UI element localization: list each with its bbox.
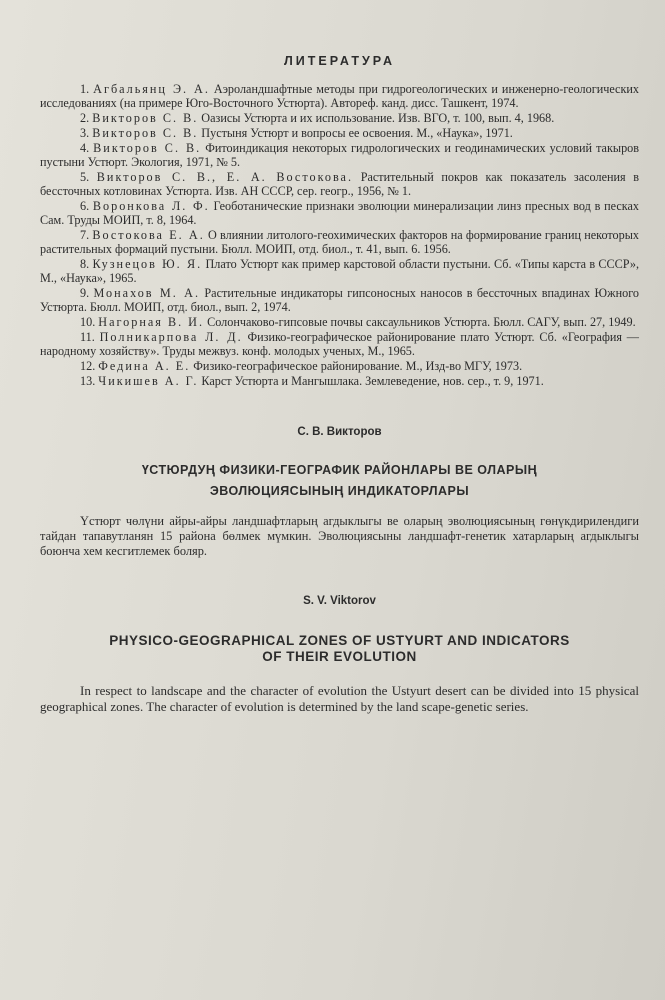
reference-item [40, 315, 639, 329]
reference-item [40, 286, 639, 314]
turkmen-summary [40, 426, 639, 559]
summary-title [40, 460, 639, 502]
reference-text: Карст Устюрта и Мангышлака. Землеведение, нов. сер., т. 9, 1971. [201, 374, 544, 388]
reference-item [40, 126, 639, 140]
reference-author: Агбальянц Э. А. [93, 82, 210, 96]
summary-title-en [40, 633, 639, 665]
summary-title-line-2: ЭВОЛЮЦИЯСЫНЫҢ ИНДИКАТОРЛАРЫ [209, 484, 470, 498]
reference-author: Викторов С. В. [93, 141, 202, 155]
literature-heading: ЛИТЕРАТУРА [283, 54, 396, 68]
reference-author: Викторов С. В. [92, 126, 199, 140]
summary-author-en: S. V. Viktorov [303, 595, 376, 607]
reference-text: Растительные индикаторы гипсоносных наносов в бессточных впадинах Южного Устюрта. Бюлл. МОИП, отд. биол., вып. 2, 1974. [40, 286, 639, 314]
summary-text-en: In respect to landscape and the character of evolution the Ustyurt desert can be divided into 15 physical geographical zones. The character of evolution is determined by the land scape-genetic series. [40, 683, 639, 714]
reference-text: Аэроландшафтные методы при гидрогеологических и инженерно-геологических исследованиях (на примере Юго-Восточного Устюрта). Автореф. канд. дисс. Ташкент, 1974. [40, 82, 640, 110]
literature-section [40, 54, 639, 388]
reference-number: 12. [80, 359, 96, 373]
reference-author: Нагорная В. И. [98, 315, 205, 329]
reference-author: Викторов С. В. [92, 111, 199, 125]
reference-list [40, 82, 639, 388]
reference-item [40, 82, 639, 110]
reference-item [40, 359, 639, 373]
reference-number: 10. [80, 315, 96, 329]
reference-text: Солончаково-гипсовые почвы саксаульников Устюрта. Бюлл. САГУ, вып. 27, 1949. [207, 315, 636, 329]
reference-number: 1. [80, 82, 90, 96]
reference-author: Кузнецов Ю. Я. [92, 257, 203, 271]
reference-number: 13. [80, 374, 96, 388]
reference-text: Пустыня Устюрт и вопросы ее освоения. М., «Наука», 1971. [201, 126, 513, 140]
reference-text: Фитоиндикация некоторых гидрологических и геодинамических условий такыров пустыни Устюрт. Экология, 1971, № 5. [40, 141, 640, 169]
reference-author: Воронкова Л. Ф. [92, 199, 210, 213]
summary-title-en-line-1: PHYSICO-GEOGRAPHICAL ZONES OF USTYURT AND INDICATORS [109, 633, 570, 648]
reference-text: Геоботанические признаки эволюции минерализации линз пресных вод в песках Сам. Труды МОИП, т. 8, 1964. [40, 199, 640, 227]
reference-number: 7. [80, 228, 90, 242]
reference-item [40, 330, 639, 358]
reference-number: 11. [80, 330, 95, 344]
reference-item [40, 374, 639, 388]
reference-author: Чикишев А. Г. [98, 374, 199, 388]
reference-number: 9. [80, 286, 90, 300]
reference-item [40, 228, 639, 256]
reference-number: 2. [80, 111, 90, 125]
reference-author: Монахов М. А. [93, 286, 201, 300]
reference-number: 8. [80, 257, 90, 271]
reference-author: Викторов С. В., Е. А. Востокова. [96, 170, 354, 184]
summary-title-line-1: ҮСТЮРДУҢ ФИЗИКИ-ГЕОГРАФИК РАЙОНЛАРЫ ВЕ ОЛАРЫҢ [141, 463, 538, 477]
summary-text: Үстюрт чөлүни айры-айры ландшафтларың агдыклыгы ве оларың эволюциясының гөнүкдирилендиги тайдан тапавутланян 15 районa бөлмек мүмкин. Эволюциясыны ландшафт-генетик хатарларың агдыклыгы боюнча хем кесгитлемек боляр. [40, 514, 639, 558]
reference-item [40, 257, 639, 285]
summary-author: С. В. Викторов [297, 426, 382, 438]
reference-text: О влиянии литолого-геохимических факторов на формирование границ некоторых растительных формаций пустыни. Бюлл. МОИП, отд. биол., т. 41, вып. 6. 1956. [40, 228, 640, 256]
reference-item [40, 199, 639, 227]
reference-text: Физико-географическое районирование. М., Изд-во МГУ, 1973. [193, 359, 523, 373]
reference-number: 6. [80, 199, 90, 213]
reference-number: 5. [80, 170, 90, 184]
reference-number: 3. [80, 126, 90, 140]
reference-item [40, 111, 639, 125]
english-summary [40, 595, 639, 715]
reference-text: Растительный покров как показатель засоления в бессточных котловинах Устюрта. Изв. АН СССР, сер. геогр., 1956, № 1. [40, 170, 640, 198]
reference-item [40, 170, 639, 198]
summary-title-en-line-2: OF THEIR EVOLUTION [262, 649, 417, 664]
reference-text: Физико-географическое районирование плато Устюрт. Сб. «География — народному хозяйству». Труды межвуз. конф. молодых ученых, М., 1965. [40, 330, 639, 358]
reference-text: Оазисы Устюрта и их использование. Изв. ВГО, т. 100, вып. 4, 1968. [201, 111, 555, 125]
reference-number: 4. [80, 141, 90, 155]
reference-author: Полникарпова Л. Д. [99, 330, 243, 344]
reference-author: Федина А. Е. [98, 359, 191, 373]
reference-text: Плато Устюрт как пример карстовой области пустыни. Сб. «Типы карста в СССР», М., «Наука», 1965. [40, 257, 640, 285]
reference-item [40, 141, 639, 169]
reference-author: Востокова Е. А. [92, 228, 205, 242]
